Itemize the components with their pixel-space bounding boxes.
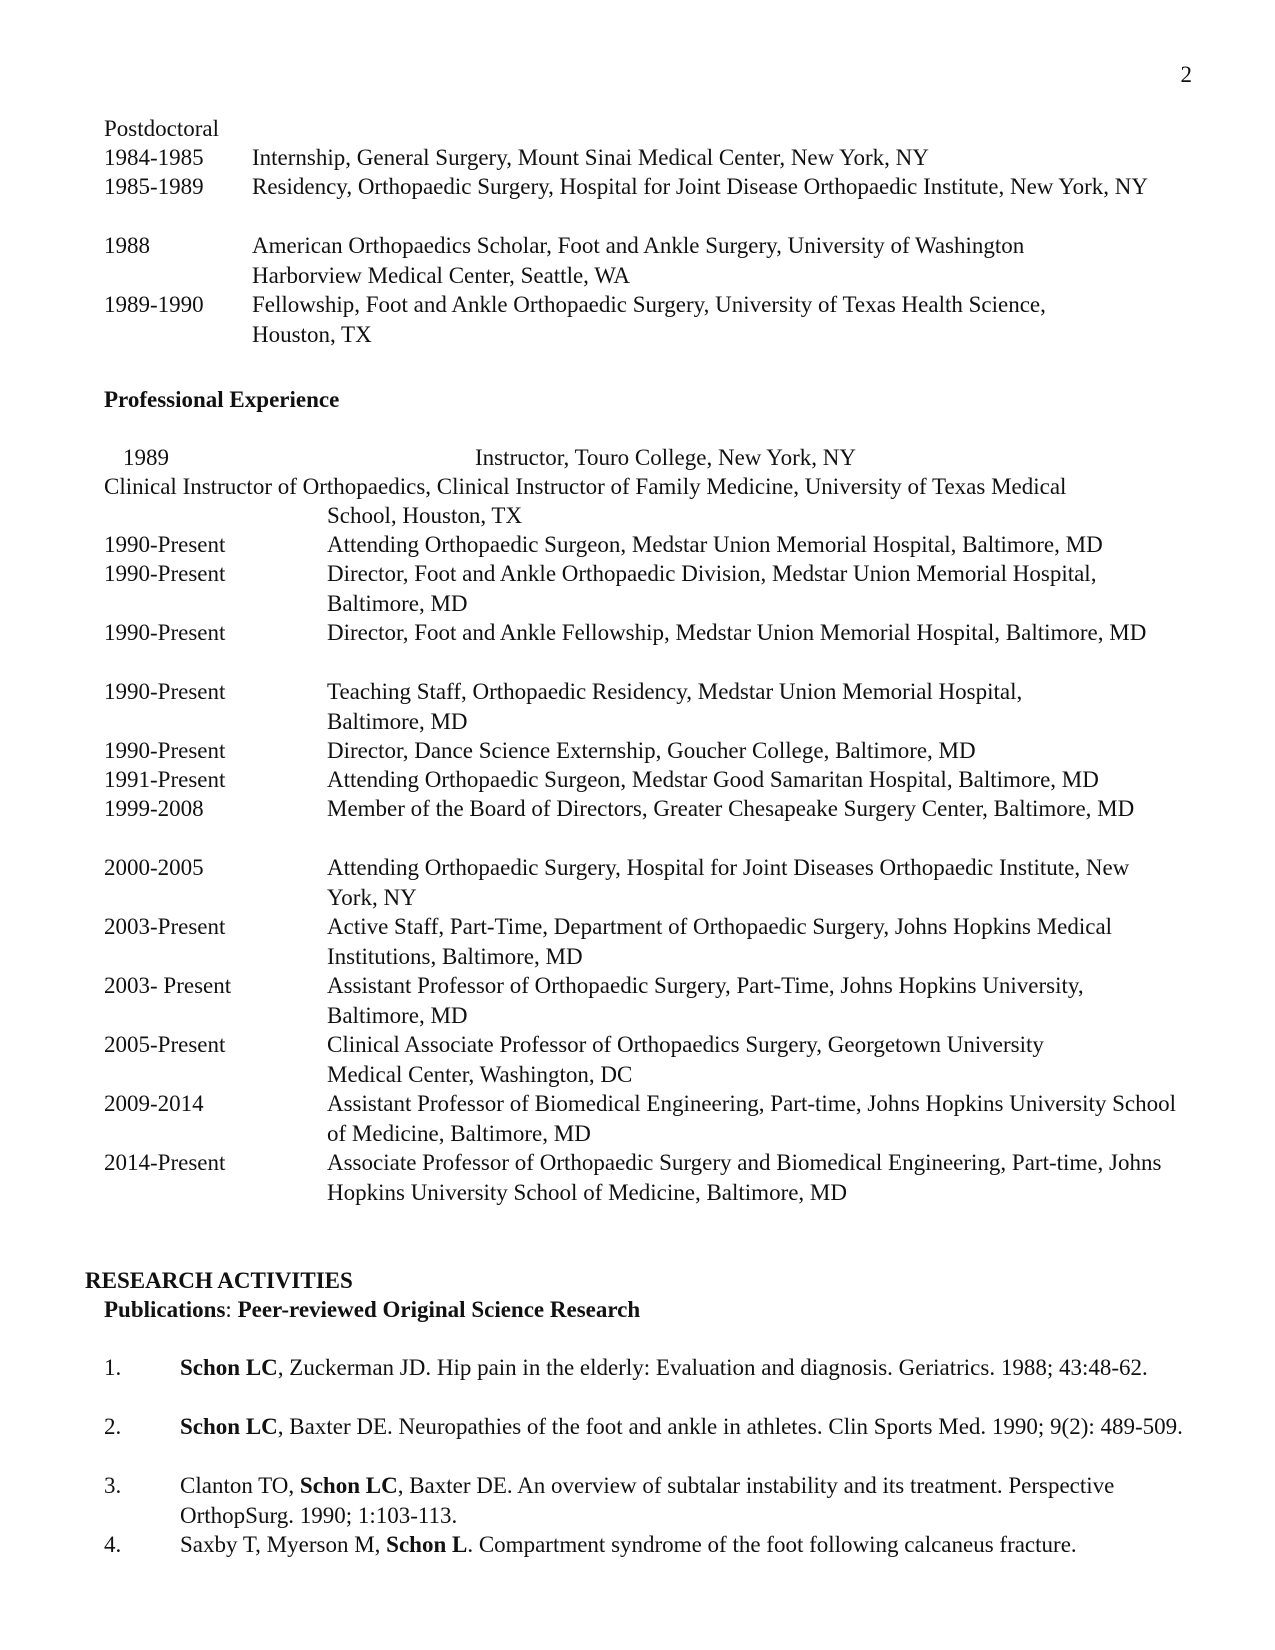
experience-entry bbox=[104, 853, 1154, 912]
experience-desc: Clinical Associate Professor of Orthopaedics Surgery, Georgetown University Medical Center, Washington, DC bbox=[327, 1032, 1044, 1087]
postdoc-entry bbox=[104, 172, 1194, 202]
experience-entry bbox=[104, 912, 1194, 971]
experience-entry bbox=[104, 765, 1194, 795]
experience-date: 2005-Present bbox=[104, 1032, 226, 1057]
experience-desc: Director, Foot and Ankle Fellowship, Medstar Union Memorial Hospital, Baltimore, MD bbox=[327, 620, 1147, 645]
publication-item bbox=[104, 1471, 1204, 1530]
publication-item bbox=[104, 1530, 1204, 1560]
experience-entry bbox=[104, 794, 1164, 824]
experience-entry bbox=[104, 1030, 1124, 1089]
postdoc-entry bbox=[104, 143, 1194, 173]
postdoc-date: 1988 bbox=[104, 233, 150, 258]
experience-date: 2003-Present bbox=[104, 914, 226, 939]
experience-date: 1990-Present bbox=[104, 679, 226, 704]
experience-entry bbox=[104, 559, 1164, 618]
research-activities-heading: RESEARCH ACTIVITIES bbox=[85, 1268, 353, 1293]
publications-label: Publications bbox=[104, 1297, 226, 1322]
experience-entry bbox=[104, 1148, 1179, 1207]
publication-author-highlight: Schon LC bbox=[299, 1473, 398, 1498]
publication-authors-pre: Clanton TO, bbox=[180, 1473, 300, 1498]
postdoc-desc: Residency, Orthopaedic Surgery, Hospital for Joint Disease Orthopaedic Institute, New York, NY bbox=[252, 174, 1148, 199]
publication-number: 3. bbox=[104, 1473, 122, 1498]
experience-date: 1990-Present bbox=[104, 561, 226, 586]
publication-item bbox=[104, 1412, 1204, 1442]
subheading-separator: : bbox=[225, 1297, 238, 1322]
professional-experience-heading: Professional Experience bbox=[104, 387, 340, 412]
experience-date: 2014-Present bbox=[104, 1150, 226, 1175]
publication-text bbox=[180, 1471, 1204, 1530]
experience-desc: Associate Professor of Orthopaedic Surgery and Biomedical Engineering, Part-time, Johns Hopkins University School of Medicine, Baltimore, MD bbox=[327, 1150, 1162, 1205]
publication-author-highlight: Schon LC bbox=[180, 1355, 278, 1380]
publications-category: Peer-reviewed Original Science Research bbox=[237, 1297, 641, 1322]
postdoc-desc: American Orthopaedics Scholar, Foot and Ankle Surgery, University of Washington Harborview Medical Center, Seattle, WA bbox=[252, 233, 1025, 288]
experience-date: 1990-Present bbox=[104, 620, 226, 645]
postdoc-desc: Fellowship, Foot and Ankle Orthopaedic Surgery, University of Texas Health Science, Houston, TX bbox=[252, 292, 1046, 347]
experience-date: 1991-Present bbox=[104, 767, 226, 792]
experience-desc: School, Houston, TX bbox=[327, 503, 523, 528]
publication-authors-pre: Saxby T, Myerson M, bbox=[180, 1532, 387, 1557]
experience-desc: Assistant Professor of Orthopaedic Surgery, Part-Time, Johns Hopkins University, Baltimore, MD bbox=[327, 973, 1084, 1028]
experience-date: 1999-2008 bbox=[104, 796, 204, 821]
publication-author-highlight: Schon L bbox=[386, 1532, 468, 1557]
publication-number: 4. bbox=[104, 1532, 122, 1557]
experience-desc: Attending Orthopaedic Surgery, Hospital for Joint Diseases Orthopaedic Institute, New York, NY bbox=[327, 855, 1130, 910]
postdoctoral-heading: Postdoctoral bbox=[104, 116, 219, 141]
experience-entry bbox=[104, 1089, 1194, 1148]
experience-date: 2009-2014 bbox=[104, 1091, 204, 1116]
page-number: 2 bbox=[1180, 62, 1192, 87]
publication-rest: , Baxter DE. Neuropathies of the foot and ankle in athletes. Clin Sports Med. 1990; 9(2): 489-509. bbox=[277, 1414, 1183, 1439]
experience-date: 1990-Present bbox=[104, 738, 226, 763]
experience-desc: Director, Dance Science Externship, Goucher College, Baltimore, MD bbox=[327, 738, 976, 763]
postdoc-date: 1984-1985 bbox=[104, 145, 204, 170]
experience-date: 2003- Present bbox=[104, 973, 232, 998]
experience-desc: Active Staff, Part-Time, Department of Orthopaedic Surgery, Johns Hopkins Medical Institutions, Baltimore, MD bbox=[327, 914, 1113, 969]
publication-rest: , Baxter DE. An overview of subtalar instability and its treatment. Perspective OrthopSurg. 1990; 1:103-113. bbox=[180, 1473, 1115, 1528]
experience-desc: Attending Orthopaedic Surgeon, Medstar Union Memorial Hospital, Baltimore, MD bbox=[327, 532, 1103, 557]
publication-number: 2. bbox=[104, 1414, 122, 1439]
postdoc-desc: Internship, General Surgery, Mount Sinai Medical Center, New York, NY bbox=[252, 145, 929, 170]
publication-rest: , Zuckerman JD. Hip pain in the elderly: Evaluation and diagnosis. Geriatrics. 1988; 43:48-62. bbox=[277, 1355, 1148, 1380]
experience-entry bbox=[104, 530, 1194, 560]
publication-item bbox=[104, 1353, 1204, 1383]
experience-desc: Member of the Board of Directors, Greater Chesapeake Surgery Center, Baltimore, MD bbox=[327, 796, 1135, 821]
publication-text bbox=[180, 1412, 1204, 1442]
experience-desc: Instructor, Touro College, New York, NY bbox=[475, 445, 856, 470]
experience-entry bbox=[104, 736, 1194, 766]
publication-rest: . Compartment syndrome of the foot following calcaneus fracture. bbox=[467, 1532, 1077, 1557]
experience-entry bbox=[104, 971, 1164, 1030]
experience-desc: Assistant Professor of Biomedical Engineering, Part-time, Johns Hopkins University School of Medicine, Baltimore, MD bbox=[327, 1091, 1176, 1146]
postdoc-entry bbox=[104, 231, 1104, 290]
publication-author-highlight: Schon LC bbox=[180, 1414, 278, 1439]
publication-number: 1. bbox=[104, 1355, 122, 1380]
experience-date: 1990-Present bbox=[104, 532, 226, 557]
publication-text bbox=[180, 1530, 1204, 1560]
postdoc-date: 1985-1989 bbox=[104, 174, 204, 199]
experience-entry bbox=[104, 618, 1179, 648]
experience-desc: Attending Orthopaedic Surgeon, Medstar Good Samaritan Hospital, Baltimore, MD bbox=[327, 767, 1099, 792]
experience-desc: Teaching Staff, Orthopaedic Residency, Medstar Union Memorial Hospital, Baltimore, MD bbox=[327, 679, 1023, 734]
experience-date: 1989 bbox=[123, 445, 169, 470]
postdoc-entry bbox=[104, 290, 1134, 349]
publication-text bbox=[180, 1353, 1204, 1383]
experience-desc: Clinical Instructor of Orthopaedics, Clinical Instructor of Family Medicine, University of Texas Medical bbox=[104, 474, 1067, 499]
postdoc-date: 1989-1990 bbox=[104, 292, 204, 317]
publications-subheading bbox=[104, 1295, 640, 1325]
experience-date: 2000-2005 bbox=[104, 855, 204, 880]
experience-desc: Director, Foot and Ankle Orthopaedic Division, Medstar Union Memorial Hospital, Baltimore, MD bbox=[327, 561, 1097, 616]
experience-entry bbox=[104, 677, 1104, 736]
